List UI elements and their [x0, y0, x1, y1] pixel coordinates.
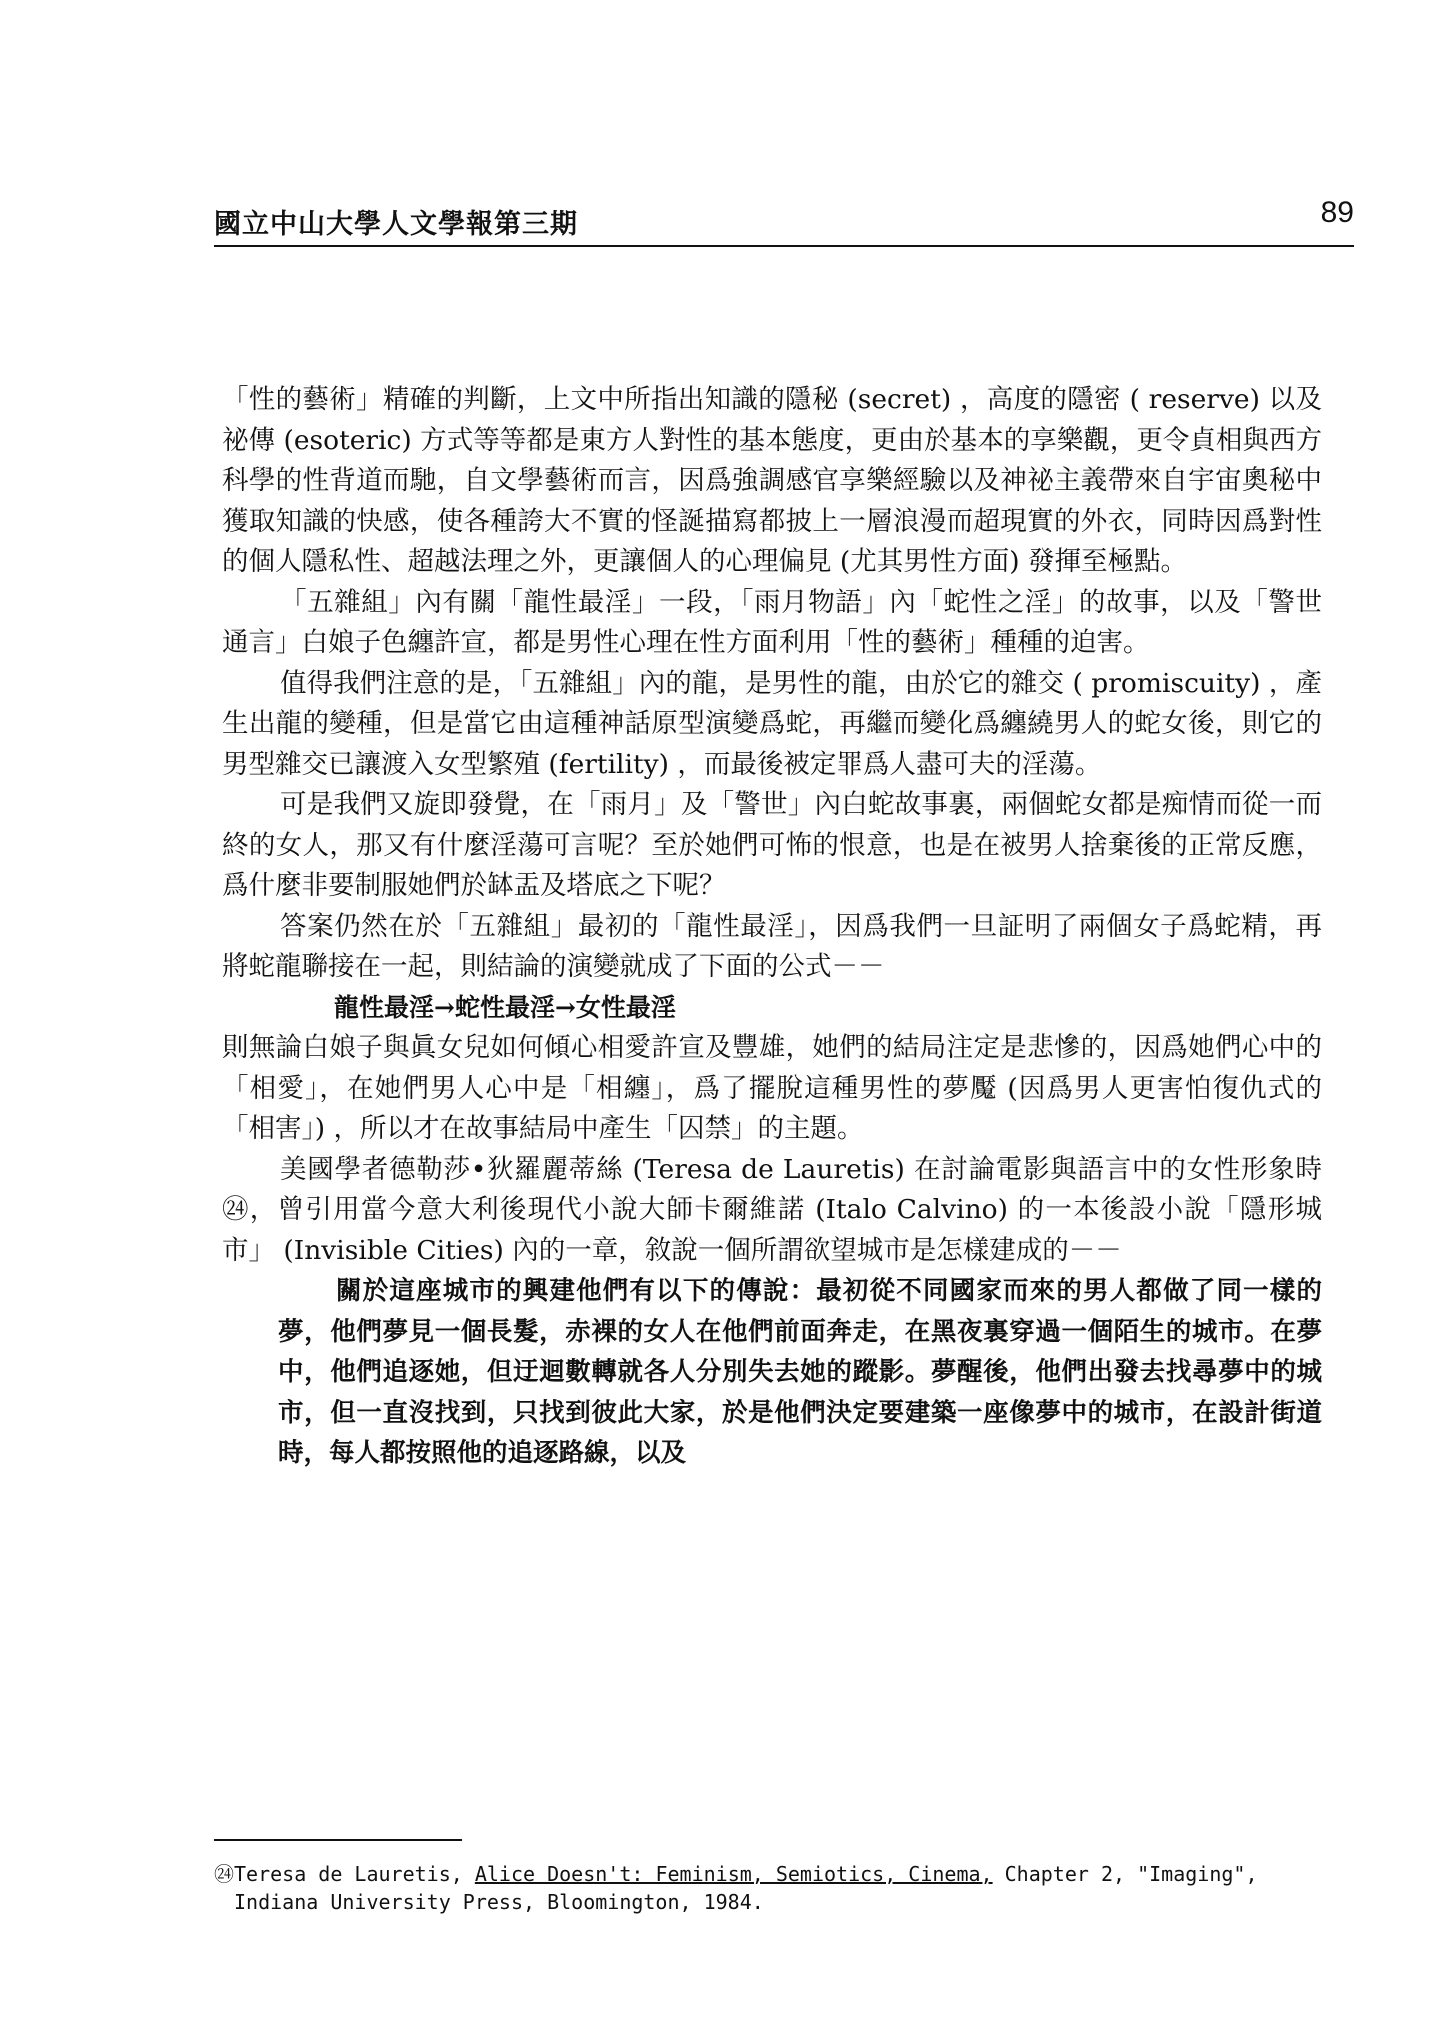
- footnote-book-title: Alice Doesn't: Feminism, Semiotics, Cinema,: [474, 1862, 993, 1886]
- block-quote: 關於這座城市的興建他們有以下的傳說：最初從不同國家而來的男人都做了同一樣的夢，他們夢見一個長髮，赤裸的女人在他們前面奔走，在黑夜裏穿過一個陌生的城市。在夢中，他們追逐她，但迂迴數轉就各人分別失去她的蹤影。夢醒後，他們出發去找尋夢中的城市，但一直沒找到，只找到彼此大家，於是他們決定要建築一座像夢中的城市，在設計街道時，每人都按照他的追逐路線，以及: [278, 1276, 1322, 1468]
- page-number: 89: [1320, 196, 1354, 229]
- footnote-author: ㉔Teresa de Lauretis,: [214, 1862, 475, 1886]
- paragraph-6: 則無論白娘子與眞女兒如何傾心相愛許宣及豐雄，她們的結局注定是悲慘的，因爲她們心中的「相愛」，在她們男人心中是「相纏」，爲了擺脫這種男性的夢魘 (因爲男人更害怕復仇式的「相害」) ，所以才在故事結局中產生「囚禁」的主題。: [222, 1032, 1322, 1144]
- body-text: [222, 380, 1322, 1474]
- paragraph-2: 「五雜組」內有關「龍性最淫」一段，「雨月物語」內「蛇性之淫」的故事，以及「警世通言」白娘子色纏許宣，都是男性心理在性方面利用「性的藝術」種種的迫害。: [222, 586, 1322, 658]
- paragraph-4: 可是我們又旋即發覺，在「雨月」及「警世」內白蛇故事裏，兩個蛇女都是痴情而從一而終的女人，那又有什麼淫蕩可言呢？至於她們可怖的恨意，也是在被男人捨棄後的正常反應，爲什麼非要制服她們於缽盂及塔底之下呢？: [222, 789, 1322, 901]
- paragraph-5: 答案仍然在於「五雜組」最初的「龍性最淫」，因爲我們一旦証明了兩個女子爲蛇精，再將蛇龍聯接在一起，則結論的演變就成了下面的公式－－: [222, 910, 1322, 982]
- page-header: [214, 196, 1354, 244]
- footnote-line-1: [214, 1860, 1354, 1888]
- footnote-line-2: Indiana University Press, Bloomington, 1984.: [234, 1890, 764, 1914]
- journal-title: 國立中山大學人文學報第三期: [214, 209, 578, 240]
- footnote: [214, 1860, 1354, 1916]
- header-rule: [214, 245, 1354, 247]
- paragraph-7: 美國學者德勒莎•狄羅麗蒂絲 (Teresa de Lauretis) 在討論電影與語言中的女性形象時㉔，曾引用當今意大利後現代小說大師卡爾維諾 (Italo Calvino) 的一本後設小說「隱形城市」 (Invisible Cities) 內的一章，敘說一個所謂欲望城市是怎樣建成的－－: [222, 1153, 1322, 1266]
- paragraph-3: 值得我們注意的是，「五雜組」內的龍，是男性的龍，由於它的雜交 ( promiscuity) ，產生出龍的變種，但是當它由這種神話原型演變爲蛇，再繼而變化爲纏繞男人的蛇女後，則它的男型雜交已讓渡入女型繁殖 (fertility) ，而最後被定罪爲人盡可夫的淫蕩。: [222, 667, 1322, 780]
- paragraph-1: 「性的藝術」精確的判斷，上文中所指出知識的隱秘 (secret) ，高度的隱密 ( reserve) 以及祕傳 (esoteric) 方式等等都是東方人對性的基本態度，更由於基本的享樂觀，更令貞相與西方科學的性背道而馳，自文學藝術而言，因爲強調感官享樂經驗以及神祕主義帶來自宇宙奧秘中獲取知識的快感，使各種誇大不實的怪誕描寫都披上一層浪漫而超現實的外衣，同時因爲對性的個人隱私性、超越法理之外，更讓個人的心理偏見 (尤其男性方面) 發揮至極點。: [222, 384, 1322, 577]
- footnote-chapter: Chapter 2, "Imaging",: [992, 1862, 1258, 1886]
- formula-line: 龍性最淫→蛇性最淫→女性最淫: [334, 992, 676, 1022]
- footnote-rule: [214, 1839, 462, 1841]
